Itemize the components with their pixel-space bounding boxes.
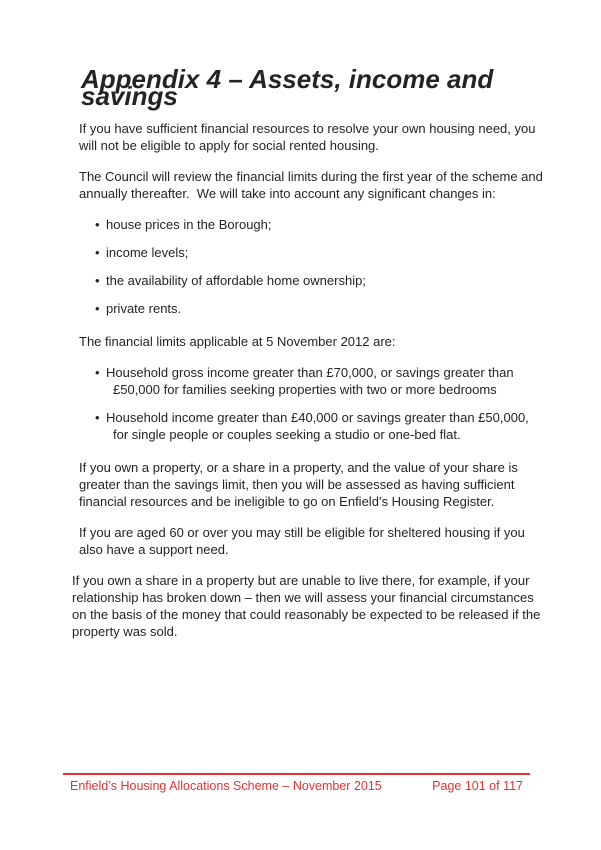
bullet-item-home-ownership: • the availability of affordable home ownership; bbox=[79, 272, 543, 289]
page-footer bbox=[70, 778, 523, 794]
bullet-list-changes bbox=[79, 216, 543, 317]
bullet-item-income-levels: • income levels; bbox=[79, 244, 543, 261]
paragraph-financial-limits: The financial limits applicable at 5 November 2012 are: bbox=[79, 334, 396, 349]
bullet-item-private-rents: • private rents. bbox=[79, 300, 543, 317]
footer-page-number: Page 101 of 117 bbox=[432, 779, 523, 793]
paragraph-eligibility: If you have sufficient financial resources to resolve your own housing need, you will not be eligible to apply for social rented housing. bbox=[79, 121, 540, 153]
paragraph-property-share: If you own a property, or a share in a property, and the value of your share is greater than the savings limit, then you will be assessed as having sufficient financial resources and be ineligible to go on Enfield’s Housing Register. bbox=[79, 460, 522, 509]
footer-document-title: Enfield’s Housing Allocations Scheme – November 2015 bbox=[70, 779, 382, 793]
bullet-item-single-limit: • Household income greater than £40,000 or savings greater than £50,000, for single people or couples seeking a studio or one-bed flat. bbox=[79, 409, 543, 443]
bullet-item-house-prices: • house prices in the Borough; bbox=[79, 216, 543, 233]
document-body bbox=[72, 64, 547, 654]
paragraph-sheltered-housing: If you are aged 60 or over you may still be eligible for sheltered housing if you also have a support need. bbox=[79, 525, 529, 557]
appendix-heading: Appendix 4 – Assets, income and savings bbox=[81, 64, 501, 111]
bullet-item-family-limit: • Household gross income greater than £70,000, or savings greater than £50,000 for families seeking properties with two or more bedrooms bbox=[79, 364, 543, 398]
paragraph-unable-to-live: If you own a share in a property but are unable to live there, for example, if your relationship has broken down – then we will assess your financial circumstances on the basis of the money that could reasonably be expected to be released if the property was sold. bbox=[72, 573, 544, 639]
footer-rule bbox=[63, 773, 530, 775]
bullet-list-limits bbox=[79, 364, 543, 443]
paragraph-review: The Council will review the financial limits during the first year of the scheme and annually thereafter. We will take into account any significant changes in: bbox=[79, 169, 547, 201]
